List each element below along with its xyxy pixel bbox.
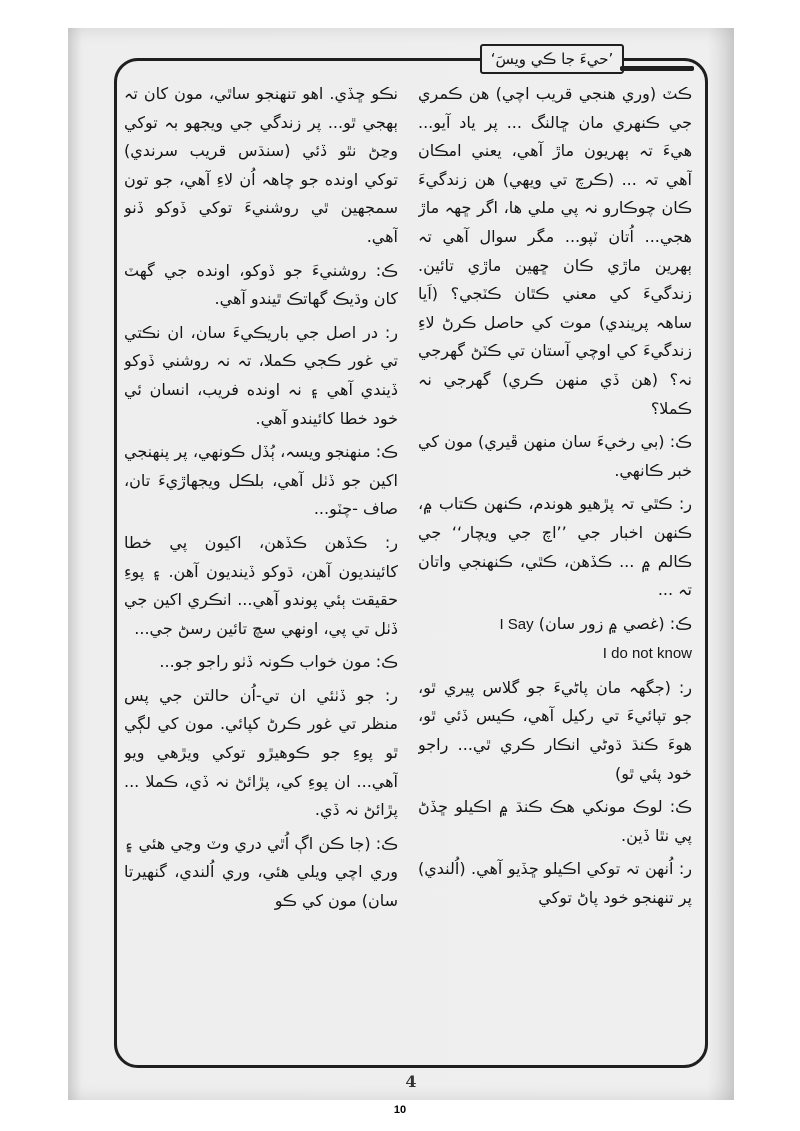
paragraph: ر: (جگهہ مان پاڻيءَ جو گلاس پيري ٿو، جو تپائيءَ تي رکيل آهي، ڪيس ڏئي ٿو، هوءَ ڪنڌ ڌوڻي انڪار ڪري ٿي... راجو خود پئي ٿو) [418, 677, 692, 783]
paragraph [418, 610, 692, 669]
running-header: ’حيءَ جا ڪي ويسَ‘ [480, 44, 624, 74]
paragraph: ر: جو ڏٺئي ان تي-اُن حالتن جي پس منظر تي غور ڪرڻ کپائي. مون کي لڳي ٿو پوءِ جو ڪوهيڙو توکي ويڙهي ويو آهي... ان پوءِ کي، پڙائڻ نہ ڏي، ڪملا ... پڙائڻ نہ ڏي. [124, 685, 398, 820]
paragraph: ڪٽ (وري هنجي قريب اچي) هن ڪمري جي ڪنهري مان ڇالنگ ... پر ياد آيو... هيءَ تہ ٻهريون ماڙ آهي، يعني امڪان آهي تہ ... (ڪرچ تي ويهي) هن زندگيءَ ڪان چوڪارو نہ پي ملي ها، اگر ڇهہ ماڙ هجي... اُتان ٽپو... مگر سوال آهي تہ ٻهرين ماڙي ڪان ڇهين ماڙي تائين. زندگيءَ کي معني ڪٿان ڪٽجي؟ (اَيا ساهہ پريندي) موت کي حاصل ڪرڻ لاءِ زندگيءَ کي اوچي آستان تي ڪٽڻ گهرجي نہ؟ (هن ڏي منهن ڪري) گهرجي نہ ڪملا؟ [418, 84, 692, 418]
dialogue-line: ڪ: (غصي ۾ زور سان) [538, 613, 692, 633]
header-rule [620, 66, 694, 71]
scanned-page-photo [68, 28, 734, 1100]
paragraph: ڪ: منهنجو ويسہ، ٻُڏل ڪونهي، پر پنهنجي اکين جو ڏٺل آهي، بلڪل ويجهاڙيءَ تان، صاف -چٽو... [124, 442, 398, 519]
paragraph: ڪ: (بي رخيءَ سان منهن ڦيري) مون کي خبر ڪانهي. [418, 432, 692, 480]
paragraph: ر: ڪٿي تہ پڙهيو هوندم، ڪنهن ڪتاب ۾، ڪنهن اخبار جي ’’اچ جي ويچار‘‘ جي ڪالم ۾ ... ڪڏهن، ڪٿي، ڪنهنجي واتان تہ ... [418, 494, 692, 600]
paragraph: ڪ: روشنيءَ جو ڏوکو، اونده جي گهٽ کان وڌيڪ گهاتڪ ٿيندو آهي. [124, 260, 398, 309]
paragraph: ر: ڪڏهن ڪڏهن، اکيون پي خطا کائينديون آهن، ڌوکو ڏينديون آهن. ۽ پوءِ حقيقت ٻئي پوندو آهي... انڪري اکين جي ڏٺل تي پي، اونهي سچ تائين رسڻ جي... [124, 532, 398, 638]
paragraph: نڪو ڇڏي. اهو تنهنجو ساٿي، مون کان تہ ٻهجي ٿو... پر زندگي جي ويجهو بہ توکي وڃڻ نٿو ڏئي (سنڌس قريب سرندي) توکي اونده جو چاهہ اُن لاءِ آهي، جو تون سمجهين ٿي روشنيءَ توکي ڏوکو ڏنو آهي. [124, 84, 398, 246]
paragraph: ڪ: مون خواب ڪونہ ڏٺو راجو جو... [159, 652, 398, 672]
document-page-number: 10 [393, 1104, 407, 1116]
right-text-column [418, 80, 692, 1040]
english-phrase: I Say [499, 615, 534, 633]
paragraph: ر: در اصل جي باريڪيءَ سان، ان نڪتي تي غور ڪجي ڪملا، تہ نہ روشني ڏوکو ڏيندي آهي ۽ نہ اونده فريب، انسان ئي خود خطا کائيندو آهي. [124, 322, 398, 428]
left-text-column [124, 80, 398, 1040]
paragraph: ڪ: لوڪ مونکي هڪ ڪنڌ ۾ اڪيلو ڇڏڻ پي نٿا ڏين. [418, 797, 692, 845]
printed-page-number: 4 [405, 1072, 417, 1091]
english-phrase: I do not know [602, 645, 692, 663]
paragraph: ر: اُنهن تہ توکي اڪيلو ڇڏيو آهي. (اُلندي) پر تنهنجو خود پاڻ توکي [418, 859, 692, 908]
paragraph: ڪ: (جا ڪن اڳ اُٿي دري وٽ وڃي هئي ۽ وري اچي ويلي هئي، وري اُلندي، گنهيرتا سان) مون کي ڪو [124, 833, 398, 911]
